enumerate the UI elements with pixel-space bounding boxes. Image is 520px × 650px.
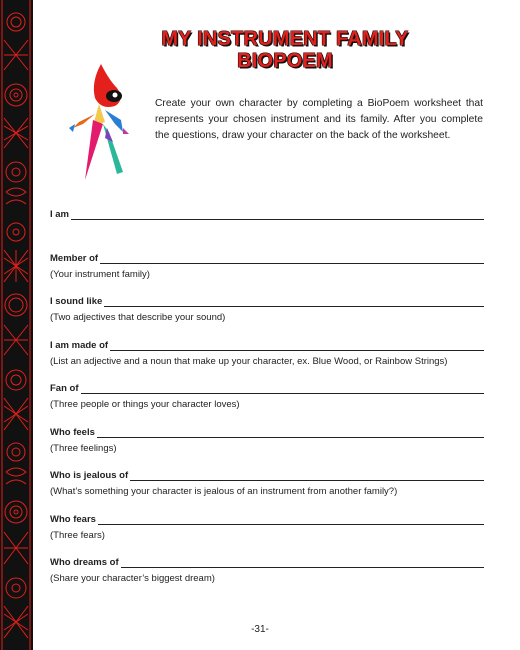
field-hint: (Three feelings): [50, 442, 117, 454]
intro-text: Create your own character by completing a BioPoem worksheet that represents your chosen instrument and its family. After you complete the questions, draw your character on the back of the worksheet.: [155, 98, 483, 141]
field-hint: (Three people or things your character loves): [50, 399, 240, 410]
field-label: I am: [50, 209, 70, 220]
answer-line[interactable]: [130, 470, 484, 481]
pattern-graphic: [0, 0, 33, 650]
field-i-sound-like: [50, 294, 484, 338]
field-hint: (Two adjectives that describe your sound): [50, 312, 226, 323]
field-hint: (Three fears): [50, 529, 105, 541]
page-number: -31-: [251, 624, 269, 635]
field-who-fears: [50, 512, 484, 556]
title-line-1: MY INSTRUMENT FAMILY: [161, 28, 409, 50]
answer-line[interactable]: [97, 427, 484, 438]
biopoem-form: [50, 207, 484, 599]
decorative-side-strip: [0, 0, 33, 650]
field-hint: (What’s something your character is jealous of an instrument from another family?): [50, 486, 398, 497]
page-title: [120, 28, 450, 72]
field-who-dreams-of: [50, 555, 484, 599]
field-fan-of: [50, 381, 484, 425]
field-hint: (List an adjective and a noun that make up your character, ex. Blue Wood, or Rainbow Strings): [50, 355, 448, 367]
field-i-am-made-of: [50, 338, 484, 382]
title-line-2: BIOPOEM: [237, 50, 333, 72]
field-label: Who fears: [50, 513, 96, 525]
answer-line[interactable]: [110, 340, 484, 351]
field-label: Who dreams of: [50, 557, 119, 568]
field-label: Fan of: [50, 383, 79, 394]
answer-line[interactable]: [100, 253, 484, 264]
field-i-am: [50, 207, 484, 251]
field-label: Who feels: [50, 426, 95, 438]
field-member-of: [50, 251, 484, 295]
field-label: Member of: [50, 252, 99, 264]
answer-line[interactable]: [81, 383, 485, 394]
field-who-feels: [50, 425, 484, 469]
field-label: I am made of: [50, 339, 109, 351]
field-hint: (Share your character’s biggest dream): [50, 573, 215, 584]
field-who-is-jealous-of: [50, 468, 484, 512]
answer-line[interactable]: [98, 514, 484, 525]
field-hint: (Your instrument family): [50, 268, 150, 280]
field-label: I sound like: [50, 296, 103, 307]
answer-line[interactable]: [121, 557, 484, 568]
character-illustration: [65, 62, 145, 187]
answer-line[interactable]: [104, 296, 484, 307]
field-label: Who is jealous of: [50, 470, 129, 481]
answer-line[interactable]: [71, 209, 484, 220]
